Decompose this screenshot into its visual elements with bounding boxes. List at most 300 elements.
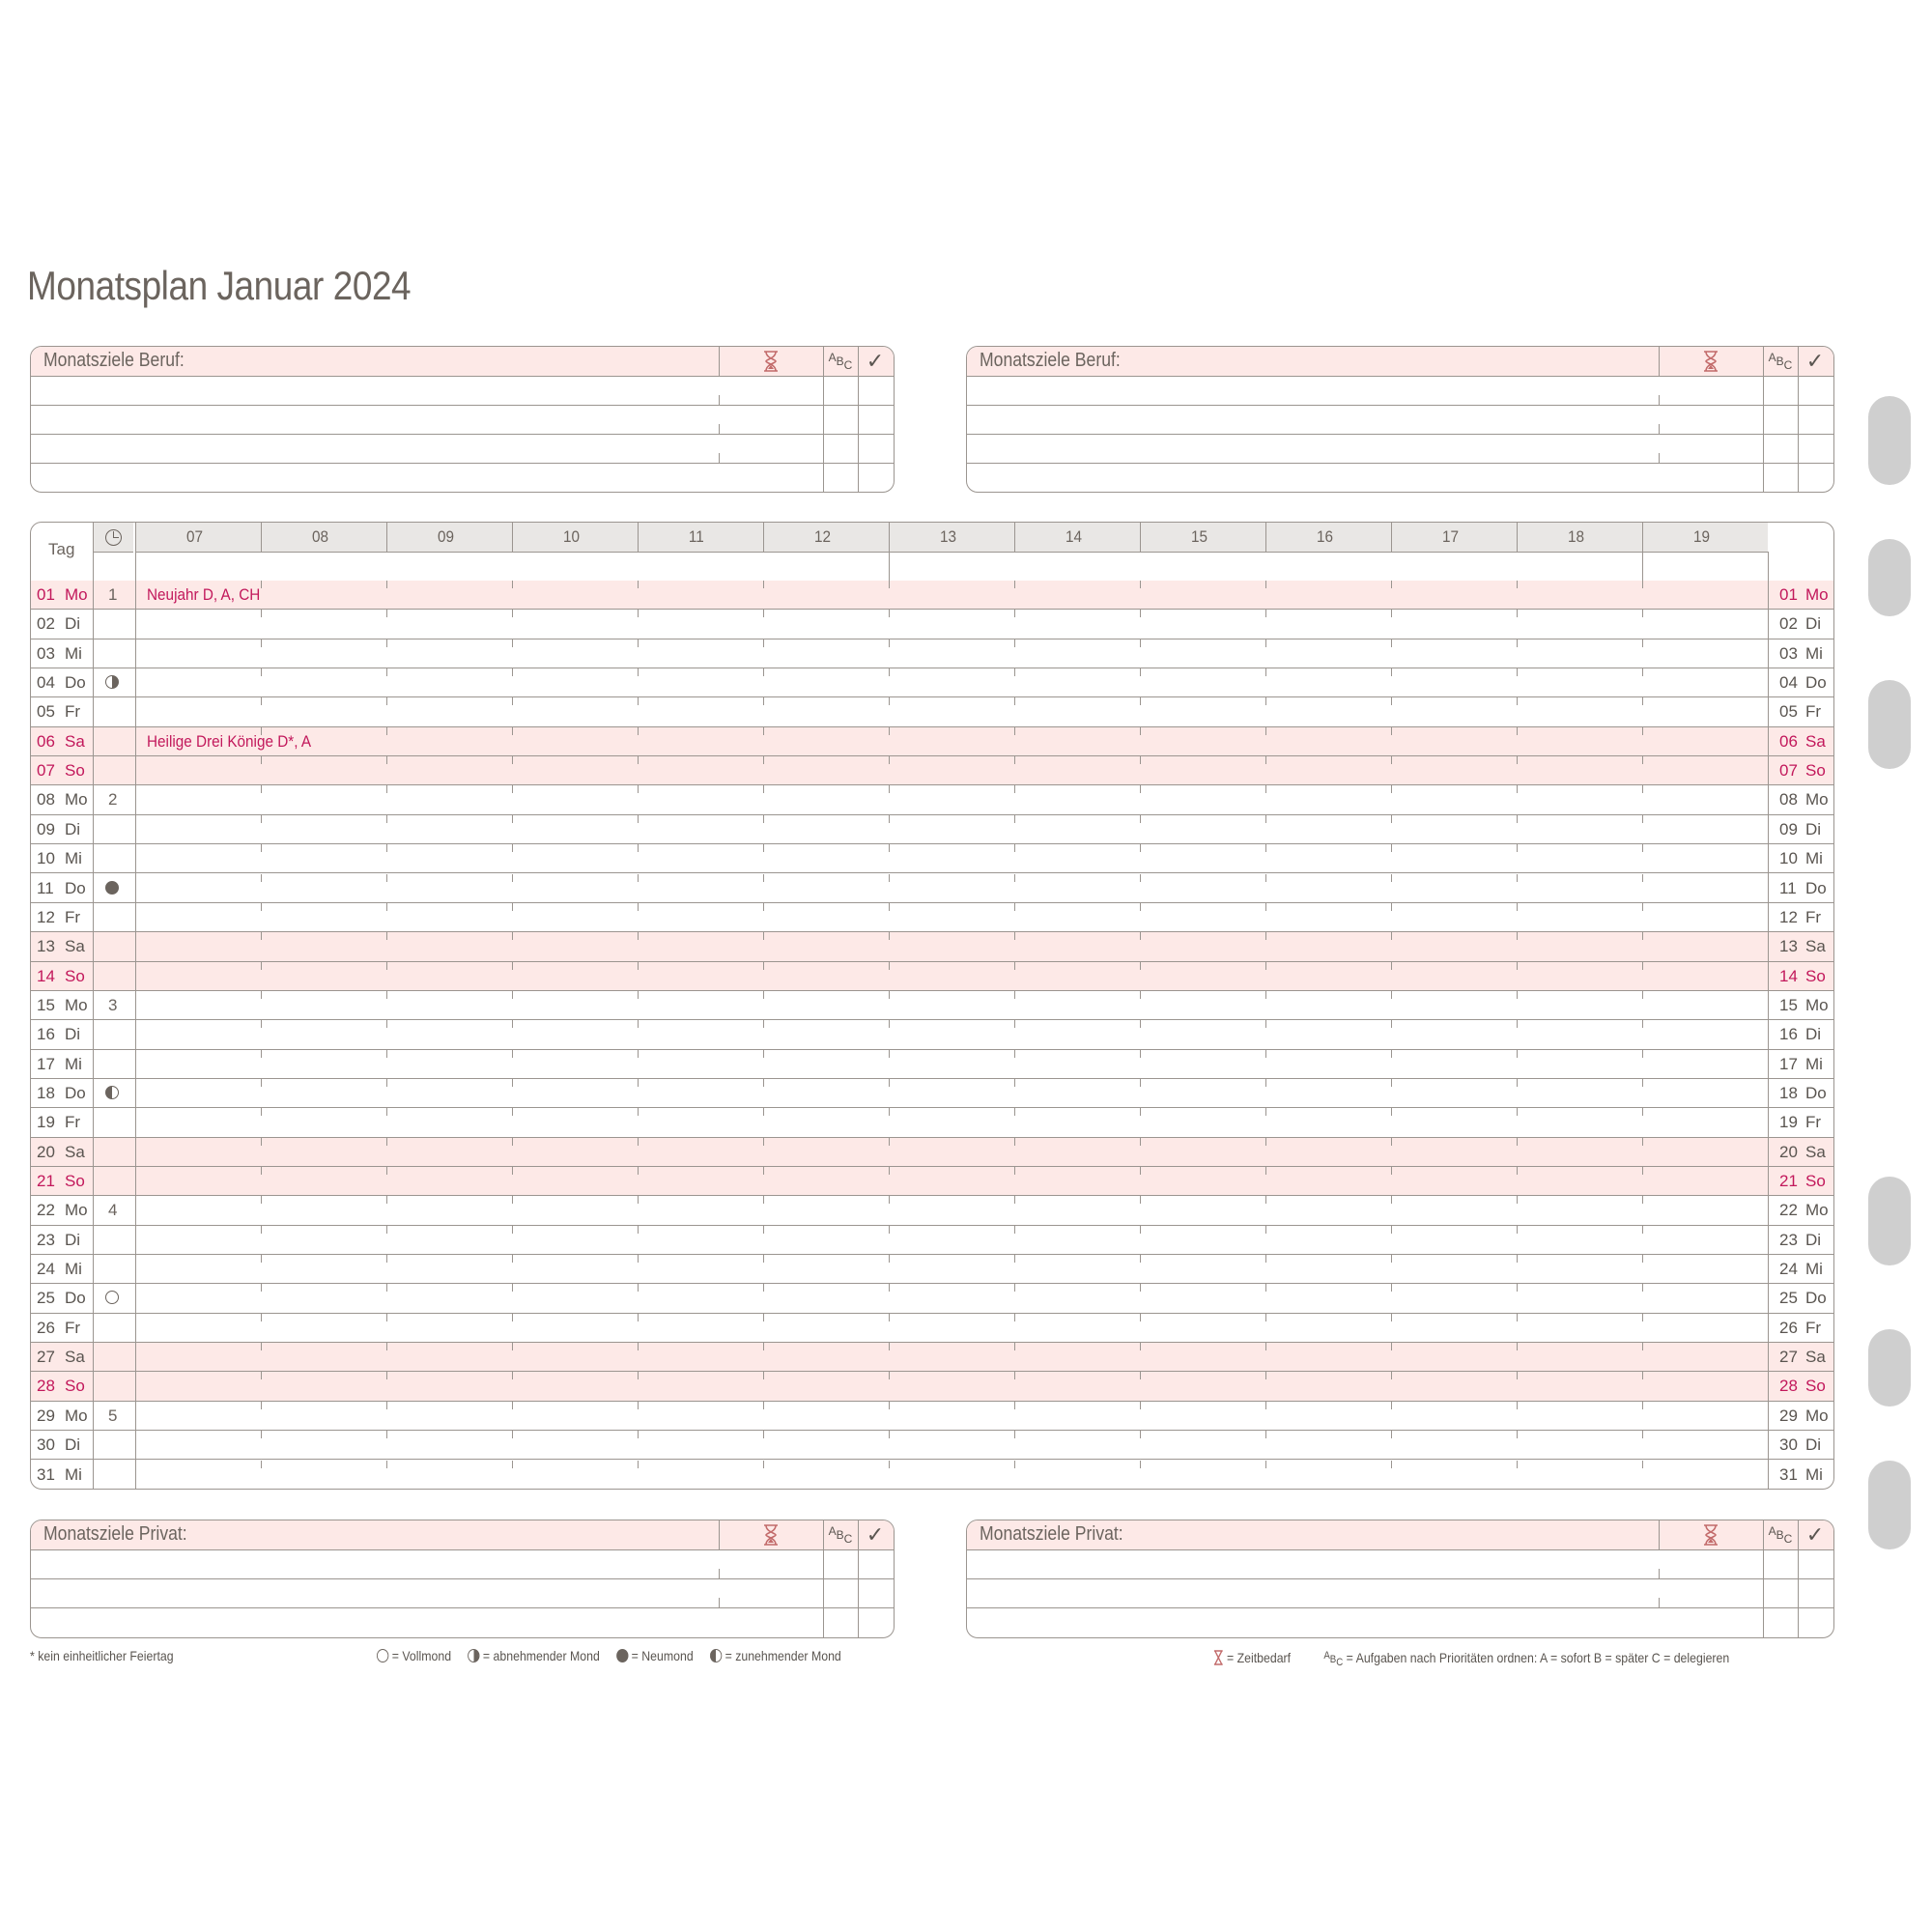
goal-title: Monatsziele Beruf: — [980, 350, 1121, 371]
day-row[interactable] — [31, 991, 1833, 1020]
day-number-right: 06 — [1779, 731, 1798, 751]
goal-line[interactable] — [967, 1578, 1833, 1608]
hour-tick — [889, 1431, 890, 1438]
hour-tick — [1642, 1079, 1643, 1087]
goal-col-tick — [1659, 453, 1660, 463]
register-tab[interactable] — [1868, 1461, 1911, 1549]
day-number-right: 17 — [1779, 1054, 1798, 1073]
hour-tick — [638, 1226, 639, 1234]
register-tab[interactable] — [1868, 396, 1911, 485]
hour-tick — [512, 1284, 513, 1292]
hour-tick — [763, 1079, 764, 1087]
hour-tick — [1517, 932, 1518, 940]
hour-tick — [889, 1079, 890, 1087]
hour-tick — [261, 1314, 262, 1321]
full-moon-icon — [105, 1291, 119, 1304]
day-number-right: 21 — [1779, 1172, 1798, 1190]
hour-tick — [763, 1343, 764, 1350]
hour-tick — [1391, 1284, 1392, 1292]
day-row[interactable] — [31, 1138, 1833, 1167]
hour-tick — [1265, 1138, 1266, 1146]
hour-tick — [1517, 581, 1518, 588]
hour-tick — [512, 1255, 513, 1263]
clock-hand — [113, 537, 119, 539]
hour-tick — [889, 756, 890, 764]
weekday: Mi — [65, 643, 82, 663]
hour-tick — [1517, 1167, 1518, 1175]
hour-label: 13 — [939, 527, 956, 546]
weekday: So — [65, 966, 85, 985]
hour-tick — [1642, 727, 1643, 735]
goals-private-left — [30, 1520, 895, 1638]
hour-tick — [512, 1138, 513, 1146]
hour-tick — [763, 932, 764, 940]
hour-tick — [1517, 1343, 1518, 1350]
goals-private-right — [966, 1520, 1834, 1638]
day-row[interactable] — [31, 727, 1833, 756]
holiday-note: Neujahr D, A, CH — [147, 585, 261, 604]
weekday: Sa — [65, 1142, 85, 1161]
hour-tick — [1517, 697, 1518, 705]
hour-tick — [1642, 756, 1643, 764]
day-row[interactable] — [31, 932, 1833, 961]
weekday: So — [65, 1172, 85, 1190]
hour-tick — [889, 581, 890, 588]
hour-tick — [763, 727, 764, 735]
hour-tick — [386, 844, 387, 852]
goal-col-tick — [1659, 424, 1660, 434]
hour-tick — [1642, 639, 1643, 647]
day-number-right: 24 — [1779, 1260, 1798, 1279]
hour-tick — [512, 903, 513, 911]
day-row[interactable] — [31, 1108, 1833, 1137]
hour-tick — [1140, 1284, 1141, 1292]
hour-tick — [1642, 610, 1643, 617]
day-number-right: 15 — [1779, 995, 1798, 1014]
weekday-right: Di — [1805, 1230, 1822, 1249]
hour-tick — [512, 639, 513, 647]
hour-tick — [261, 668, 262, 676]
day-number-right: 16 — [1779, 1025, 1798, 1044]
day-number-right: 12 — [1779, 907, 1798, 926]
weekday: Do — [65, 1289, 86, 1308]
hour-tick — [1265, 1431, 1266, 1438]
hour-label: 07 — [185, 527, 203, 546]
day-number: 14 — [37, 966, 55, 985]
hour-tick — [1642, 844, 1643, 852]
hour-tick — [1391, 962, 1392, 970]
hour-tick — [1014, 610, 1015, 617]
hour-tick — [1265, 1314, 1266, 1321]
hourglass-icon — [1213, 1650, 1224, 1665]
hour-tick — [512, 1108, 513, 1116]
hour-tick — [889, 1314, 890, 1321]
day-number: 13 — [37, 937, 55, 956]
goal-line[interactable] — [31, 1607, 894, 1636]
hour-tick — [1517, 844, 1518, 852]
hour-tick — [261, 1167, 262, 1175]
weekday-right: Di — [1805, 1435, 1822, 1455]
hour-tick — [889, 1108, 890, 1116]
hour-tick — [1140, 962, 1141, 970]
day-number: 21 — [37, 1172, 55, 1190]
weekday: Mo — [65, 995, 88, 1014]
hour-tick — [512, 844, 513, 852]
day-row[interactable] — [31, 785, 1833, 814]
hour-tick — [1140, 1402, 1141, 1409]
hour-tick — [1140, 697, 1141, 705]
hour-tick — [261, 581, 262, 588]
day-row[interactable] — [31, 1314, 1833, 1343]
hour-tick — [261, 697, 262, 705]
hour-tick — [1517, 1050, 1518, 1058]
hour-tick — [261, 903, 262, 911]
hour-tick — [638, 1402, 639, 1409]
hour-tick — [1265, 727, 1266, 735]
hour-tick — [261, 1461, 262, 1468]
hour-tick — [386, 785, 387, 793]
weekday-right: Fr — [1805, 907, 1822, 926]
goal-line[interactable] — [967, 1607, 1833, 1636]
hour-tick — [386, 1314, 387, 1321]
hour-tick — [1642, 1314, 1643, 1321]
hour-tick — [386, 932, 387, 940]
hour-tick — [763, 756, 764, 764]
goal-col-tick — [1659, 1598, 1660, 1607]
hour-tick — [1517, 1079, 1518, 1087]
day-number-right: 09 — [1779, 819, 1798, 838]
hour-tick — [638, 1314, 639, 1321]
hour-tick — [1391, 727, 1392, 735]
goals-work-right — [966, 346, 1834, 493]
goal-line[interactable] — [967, 463, 1833, 492]
hour-tick — [512, 756, 513, 764]
waxing-moon-icon — [105, 1086, 119, 1099]
goal-title: Monatsziele Privat: — [980, 1523, 1123, 1545]
weekday: Mo — [65, 585, 88, 604]
hour-tick — [1391, 844, 1392, 852]
waning-moon-icon — [468, 1649, 479, 1662]
register-tab[interactable] — [1868, 680, 1911, 769]
weekday: Di — [65, 819, 81, 838]
day-row[interactable] — [31, 1372, 1833, 1401]
day-number: 16 — [37, 1025, 55, 1044]
hour-label: 18 — [1567, 527, 1584, 546]
hour-tick — [1014, 962, 1015, 970]
hour-tick — [1265, 932, 1266, 940]
hour-tick — [763, 610, 764, 617]
hour-tick — [1140, 1167, 1141, 1175]
day-row[interactable] — [31, 844, 1833, 873]
hour-tick — [512, 1314, 513, 1321]
waxing-moon-icon — [710, 1649, 722, 1662]
hour-tick — [1391, 1050, 1392, 1058]
register-tab[interactable] — [1868, 1177, 1911, 1265]
hour-tick — [1140, 991, 1141, 999]
day-row[interactable] — [31, 874, 1833, 903]
day-number: 09 — [37, 819, 55, 838]
hour-tick — [763, 1167, 764, 1175]
day-number: 10 — [37, 849, 55, 868]
goal-line[interactable] — [31, 405, 894, 435]
hour-tick — [638, 1461, 639, 1468]
day-row[interactable] — [31, 1079, 1833, 1108]
hour-tick — [638, 668, 639, 676]
hour-tick — [638, 962, 639, 970]
abc-icon: ABC — [1323, 1650, 1344, 1668]
waning-moon-icon — [105, 675, 119, 689]
hour-tick — [763, 815, 764, 823]
hour-tick — [889, 903, 890, 911]
hour-tick — [889, 932, 890, 940]
hour-tick — [638, 1108, 639, 1116]
hour-tick — [1391, 610, 1392, 617]
day-row[interactable] — [31, 1284, 1833, 1313]
weekday: Mo — [65, 1201, 88, 1220]
legend-zeitbedarf: = Zeitbedarf — [1226, 1650, 1292, 1665]
hour-tick — [638, 785, 639, 793]
hour-tick — [512, 1196, 513, 1204]
day-number: 15 — [37, 995, 55, 1014]
weekday-right: Sa — [1805, 731, 1826, 751]
hour-tick — [1265, 581, 1266, 588]
goal-col-tick — [1659, 395, 1660, 405]
hour-tick — [889, 1461, 890, 1468]
hour-tick — [261, 1343, 262, 1350]
goal-line[interactable] — [967, 1549, 1833, 1579]
hour-tick — [889, 1255, 890, 1263]
legend-prioritaeten: = Aufgaben nach Prioritäten ordnen: A = sofort B = später C = delegieren — [1346, 1650, 1730, 1665]
day-number-right: 08 — [1779, 790, 1798, 810]
hour-tick — [1391, 1461, 1392, 1468]
hourglass-icon — [763, 1524, 779, 1546]
hour-tick — [1517, 1372, 1518, 1379]
day-number: 18 — [37, 1083, 55, 1102]
day-row[interactable] — [31, 1196, 1833, 1225]
hour-tick — [1642, 1255, 1643, 1263]
hour-tick — [638, 581, 639, 588]
hour-divider — [1517, 523, 1518, 552]
goal-line[interactable] — [967, 405, 1833, 435]
day-row[interactable] — [31, 1020, 1833, 1049]
hour-label: 19 — [1692, 527, 1710, 546]
day-row[interactable] — [31, 1255, 1833, 1284]
hour-tick — [1014, 874, 1015, 882]
goal-col-tick — [719, 395, 720, 405]
hour-tick — [1517, 903, 1518, 911]
hour-tick — [889, 844, 890, 852]
hour-tick — [1391, 785, 1392, 793]
day-row[interactable] — [31, 1226, 1833, 1255]
hour-label: 16 — [1316, 527, 1333, 546]
hour-tick — [638, 1138, 639, 1146]
day-row[interactable] — [31, 815, 1833, 844]
hour-tick — [386, 727, 387, 735]
hour-tick — [261, 991, 262, 999]
abc-priority-icon: A B C — [1768, 351, 1793, 372]
clock-icon — [105, 529, 122, 546]
hour-tick — [261, 1402, 262, 1409]
hour-tick — [1265, 610, 1266, 617]
day-row[interactable] — [31, 756, 1833, 785]
hour-tick — [512, 785, 513, 793]
goal-line[interactable] — [31, 434, 894, 464]
weekday: Di — [65, 1025, 81, 1044]
hour-divider — [889, 523, 890, 581]
hour-tick — [386, 1050, 387, 1058]
hour-tick — [1642, 874, 1643, 882]
weekday: Mi — [65, 1054, 82, 1073]
weekday: Mi — [65, 1260, 82, 1279]
hour-tick — [1014, 1431, 1015, 1438]
hour-tick — [763, 844, 764, 852]
goal-line[interactable] — [31, 376, 894, 406]
tag-column-divider — [93, 523, 94, 1489]
day-row[interactable] — [31, 1343, 1833, 1372]
hour-tick — [512, 991, 513, 999]
hour-tick — [889, 1020, 890, 1028]
hour-tick — [1014, 1050, 1015, 1058]
hour-tick — [261, 874, 262, 882]
hour-tick — [1014, 785, 1015, 793]
hour-tick — [1642, 991, 1643, 999]
hour-tick — [1642, 1284, 1643, 1292]
hour-tick — [763, 581, 764, 588]
hour-tick — [1014, 1138, 1015, 1146]
hour-tick — [386, 1284, 387, 1292]
hour-tick — [1014, 1079, 1015, 1087]
hour-tick — [1517, 1020, 1518, 1028]
day-number: 28 — [37, 1377, 55, 1396]
hour-tick — [1140, 1255, 1141, 1263]
day-number-right: 11 — [1779, 878, 1797, 897]
hour-tick — [261, 815, 262, 823]
hour-tick — [1391, 1167, 1392, 1175]
register-tab[interactable] — [1868, 1329, 1911, 1406]
hour-tick — [512, 815, 513, 823]
weekday-right: Do — [1805, 878, 1827, 897]
weekday: Fr — [65, 1318, 81, 1337]
goal-col-tick — [719, 1598, 720, 1607]
hour-label: 11 — [688, 527, 704, 546]
hour-tick — [763, 1196, 764, 1204]
weekday-right: Mi — [1805, 849, 1823, 868]
day-row[interactable] — [31, 581, 1833, 610]
goal-line[interactable] — [31, 1549, 894, 1579]
hour-tick — [1265, 756, 1266, 764]
goal-col-tick — [719, 424, 720, 434]
hourglass-icon — [1703, 1524, 1719, 1546]
register-tab[interactable] — [1868, 539, 1911, 616]
day-row[interactable] — [31, 962, 1833, 991]
hour-tick — [512, 1167, 513, 1175]
day-number: 02 — [37, 614, 55, 634]
check-icon: ✓ — [866, 1522, 885, 1547]
hour-tick — [1014, 1402, 1015, 1409]
hour-tick — [1517, 1255, 1518, 1263]
hour-tick — [1140, 1079, 1141, 1087]
hour-tick — [1014, 815, 1015, 823]
new-moon-icon — [105, 881, 119, 895]
hour-tick — [1642, 1431, 1643, 1438]
hour-tick — [638, 610, 639, 617]
abc-priority-icon: A B C — [828, 351, 853, 372]
hour-tick — [1391, 1402, 1392, 1409]
page-title: Monatsplan Januar 2024 — [27, 263, 412, 308]
hour-tick — [512, 1050, 513, 1058]
hour-tick — [1140, 639, 1141, 647]
hour-tick — [1014, 932, 1015, 940]
day-row[interactable] — [31, 1167, 1833, 1196]
hour-tick — [386, 1108, 387, 1116]
hour-tick — [1265, 1108, 1266, 1116]
day-row[interactable] — [31, 1461, 1833, 1490]
day-number: 19 — [37, 1113, 55, 1132]
hour-tick — [386, 1431, 387, 1438]
day-number-right: 10 — [1779, 849, 1798, 868]
hour-tick — [1391, 1255, 1392, 1263]
hour-tick — [1014, 756, 1015, 764]
hour-tick — [763, 1314, 764, 1321]
day-row[interactable] — [31, 1402, 1833, 1431]
goals-work-left — [30, 346, 895, 493]
hour-tick — [763, 1020, 764, 1028]
hour-tick — [1391, 1431, 1392, 1438]
day-number: 23 — [37, 1230, 55, 1249]
hour-tick — [889, 785, 890, 793]
hour-tick — [1642, 1343, 1643, 1350]
day-row[interactable] — [31, 1050, 1833, 1079]
hour-tick — [1140, 1431, 1141, 1438]
hour-tick — [261, 727, 262, 735]
weekday-right: So — [1805, 1172, 1826, 1190]
day-row[interactable] — [31, 639, 1833, 668]
hour-tick — [1014, 697, 1015, 705]
hour-divider — [386, 523, 387, 552]
day-row[interactable] — [31, 668, 1833, 697]
day-number: 30 — [37, 1435, 55, 1455]
hour-tick — [1014, 1167, 1015, 1175]
hour-tick — [1265, 991, 1266, 999]
day-number: 05 — [37, 702, 55, 722]
hour-tick — [1517, 1138, 1518, 1146]
day-row[interactable] — [31, 697, 1833, 726]
goal-line[interactable] — [967, 434, 1833, 464]
hour-tick — [1265, 1226, 1266, 1234]
goal-line[interactable] — [967, 376, 1833, 406]
day-row[interactable] — [31, 903, 1833, 932]
hour-divider — [1014, 523, 1015, 552]
weekday: So — [65, 761, 85, 781]
hour-tick — [261, 610, 262, 617]
hour-tick — [763, 1226, 764, 1234]
goal-line[interactable] — [31, 1578, 894, 1608]
day-row[interactable] — [31, 1431, 1833, 1460]
hour-tick — [386, 874, 387, 882]
weekday: Sa — [65, 731, 85, 751]
goal-line[interactable] — [31, 463, 894, 492]
hour-tick — [386, 1372, 387, 1379]
hour-tick — [889, 1372, 890, 1379]
day-row[interactable] — [31, 610, 1833, 639]
weekday-right: Sa — [1805, 1348, 1826, 1367]
hour-tick — [763, 668, 764, 676]
hour-tick — [512, 581, 513, 588]
hour-tick — [386, 1226, 387, 1234]
hour-tick — [1140, 1020, 1141, 1028]
week-column-divider — [135, 523, 136, 1489]
hour-tick — [1140, 1050, 1141, 1058]
